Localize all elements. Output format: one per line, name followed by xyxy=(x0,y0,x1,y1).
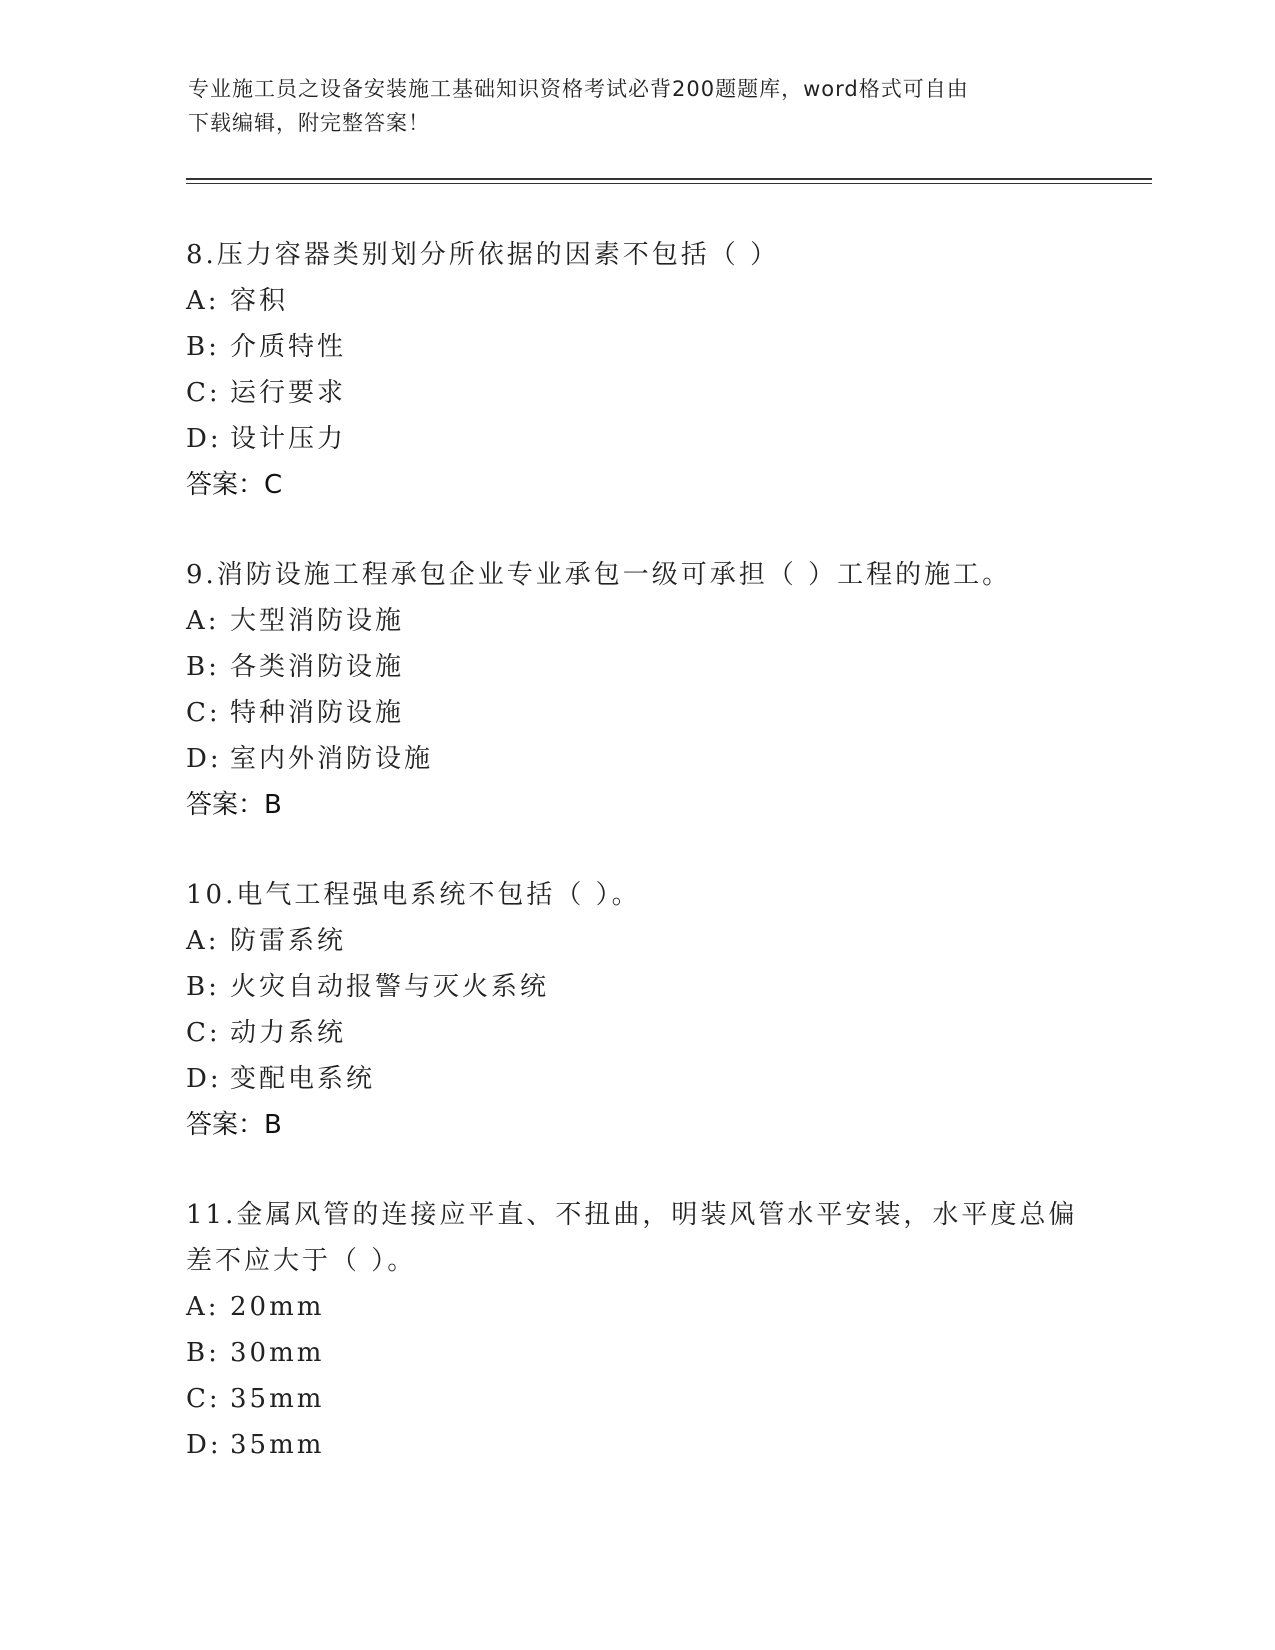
option-b xyxy=(186,324,1086,370)
option-text: 20mm xyxy=(230,1292,325,1322)
option-key: C: xyxy=(186,698,221,728)
option-key: B: xyxy=(186,652,220,682)
option-text: 特种消防设施 xyxy=(230,698,405,728)
option-key: A: xyxy=(186,1292,220,1322)
question-stem: 8.压力容器类别划分所依据的因素不包括（ ） xyxy=(186,240,780,270)
option-key: D: xyxy=(186,744,222,774)
option-key: B: xyxy=(186,972,220,1002)
option-text: 变配电系统 xyxy=(230,1064,376,1094)
question-stem: 10.电气工程强电系统不包括（ ）。 xyxy=(186,880,641,910)
option-text: 35mm xyxy=(230,1430,325,1460)
question-block xyxy=(186,232,1086,508)
option-text: 设计压力 xyxy=(230,424,347,454)
option-d xyxy=(186,736,1086,782)
option-b xyxy=(186,644,1086,690)
option-d xyxy=(186,1056,1086,1102)
option-key: B: xyxy=(186,332,220,362)
option-key: D: xyxy=(186,1430,222,1460)
option-text: 防雷系统 xyxy=(230,926,347,956)
option-a xyxy=(186,1284,1086,1330)
option-text: 运行要求 xyxy=(230,378,347,408)
option-text: 火灾自动报警与灭火系统 xyxy=(230,972,550,1002)
question-stem: 11.金属风管的连接应平直、不扭曲，明装风管水平安装，水平度总偏差不应大于（ ）。 xyxy=(186,1200,1078,1276)
answer-line: 答案：B xyxy=(186,1110,282,1140)
option-key: A: xyxy=(186,606,220,636)
option-key: A: xyxy=(186,286,220,316)
option-c xyxy=(186,370,1086,416)
option-key: A: xyxy=(186,926,220,956)
option-a xyxy=(186,918,1086,964)
option-key: C: xyxy=(186,378,221,408)
option-key: D: xyxy=(186,1064,222,1094)
option-text: 容积 xyxy=(230,286,289,316)
option-key: D: xyxy=(186,424,222,454)
option-text: 介质特性 xyxy=(230,332,347,362)
document-header xyxy=(188,72,1088,140)
option-c xyxy=(186,1010,1086,1056)
option-text: 室内外消防设施 xyxy=(230,744,434,774)
answer-line: 答案：B xyxy=(186,790,282,820)
question-block xyxy=(186,872,1086,1148)
option-key: B: xyxy=(186,1338,220,1368)
option-d xyxy=(186,416,1086,462)
option-key: C: xyxy=(186,1384,221,1414)
option-text: 各类消防设施 xyxy=(230,652,405,682)
question-stem: 9.消防设施工程承包企业专业承包一级可承担（ ）工程的施工。 xyxy=(186,560,1012,590)
option-b xyxy=(186,964,1086,1010)
option-c xyxy=(186,690,1086,736)
option-text: 大型消防设施 xyxy=(230,606,405,636)
option-text: 35mm xyxy=(230,1384,325,1414)
header-line-1: 专业施工员之设备安装施工基础知识资格考试必背200题题库，word格式可自由 xyxy=(188,77,969,101)
option-key: C: xyxy=(186,1018,221,1048)
option-d xyxy=(186,1422,1086,1468)
header-line-2: 下载编辑，附完整答案！ xyxy=(188,111,430,135)
option-c xyxy=(186,1376,1086,1422)
option-b xyxy=(186,1330,1086,1376)
question-block xyxy=(186,552,1086,828)
question-block xyxy=(186,1192,1086,1468)
option-a xyxy=(186,278,1086,324)
answer-line: 答案：C xyxy=(186,470,283,500)
option-text: 30mm xyxy=(230,1338,325,1368)
header-divider-thin xyxy=(186,183,1152,184)
header-divider-thick xyxy=(186,178,1152,180)
option-a xyxy=(186,598,1086,644)
option-text: 动力系统 xyxy=(230,1018,347,1048)
